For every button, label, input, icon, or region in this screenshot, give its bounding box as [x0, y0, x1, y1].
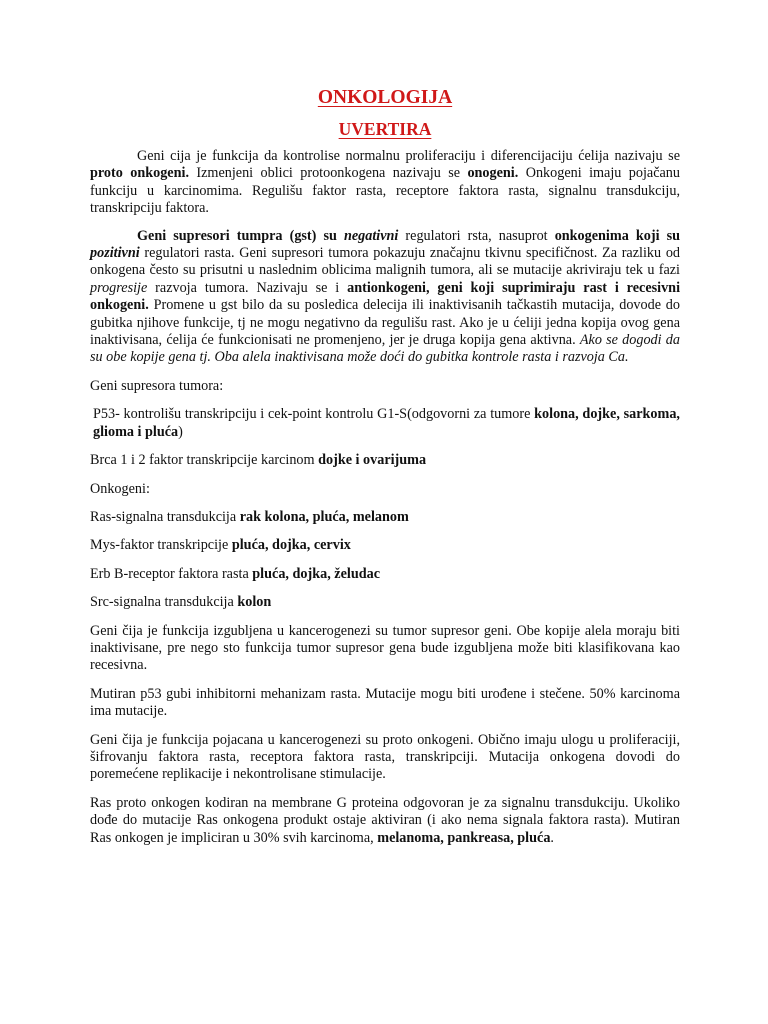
text-run: razvoja tumora. Nazivaju se i — [147, 279, 348, 296]
text-run: proto onkogeni. — [90, 165, 189, 182]
text-run: Brca 1 i 2 faktor transkripcije karcinom — [90, 452, 319, 469]
text-run: kolon — [237, 594, 272, 611]
text-run: pozitivni — [90, 245, 140, 262]
brca-paragraph — [90, 452, 680, 469]
text-run: Geni supresora tumora: — [90, 377, 224, 394]
text-run: Geni supresori tumpra (gst) su — [137, 227, 344, 244]
text-run: progresije — [90, 279, 148, 296]
text-run: regulatori rsta, nasuprot — [398, 227, 555, 244]
text-run: regulatori rasta. Geni supresori tumora pokazuju značajnu tkivnu specifičnost. Za razliku od onkogena često su prisutni u naslednim oblicima malignih tumora, ali se mutacije akriviraju tek u fazi — [90, 245, 680, 279]
text-run: antionkogeni, geni koji suprimiraju rast i recesivni onkogeni. — [90, 279, 681, 314]
text-run: ) — [178, 423, 183, 440]
text-run: onogeni. — [467, 165, 519, 182]
text-run: pluća, dojka, cervix — [231, 537, 351, 554]
ras-proto-paragraph — [90, 795, 680, 847]
erbb-line — [90, 566, 680, 583]
text-run: Geni čija je funkcija izgubljena u kancerogenezi su tumor supresor geni. Obe kopije alela moraju biti inaktivisane, pre nego sto funkcija tumor supresor gena bude izgubljena može biti klasifikovana kao recesivna. — [90, 622, 680, 674]
document-title: ONKOLOGIJA — [317, 87, 453, 108]
text-run: Geni cija je funkcija da kontrolise normalnu proliferaciju i diferencijaciju ćelija nazivaju se — [137, 148, 680, 164]
text-run: Onkogeni imaju pojačanu funkciju u karcinomima. Regulišu faktor rasta, receptore faktora rasta, signalnu transdukciju, transkripciju faktora. — [90, 165, 680, 217]
p53-paragraph — [90, 406, 680, 441]
src-line — [90, 594, 680, 611]
text-run: pluća, dojka, želudac — [252, 565, 380, 582]
text-run: Geni čija je funkcija pojacana u kancerogenezi su proto onkogeni. Obično imaju ulogu u proliferaciji, šifrovanju faktora rasta, receptora faktora rasta, transkripciji. Mutacija onkogena dovodi do poremećene replikacije i nekontrolisane stimulacije. — [90, 731, 680, 783]
text-run: Erb B-receptor faktora rasta — [90, 565, 253, 582]
text-run: Ako se dogodi da su obe kopije gena tj. Oba alela inaktivisana može doći do gubitka kontrole rasta i razvoja Ca. — [90, 332, 680, 366]
text-run: melanoma, pankreasa, pluća — [377, 829, 551, 846]
ras-line — [90, 509, 680, 526]
document-body — [90, 148, 680, 847]
text-run: Mys-faktor transkripcije — [90, 537, 232, 554]
onkogeni-heading — [90, 481, 680, 498]
document-subtitle: UVERTIRA — [338, 119, 432, 139]
supresor-heading — [90, 378, 680, 395]
text-run: . — [550, 829, 554, 846]
text-run: negativni — [343, 227, 399, 244]
text-run: P53- kontrolišu transkripciju i cek-point kontrolu G1-S(odgovorni za tumore — [93, 406, 535, 423]
text-run: onkogenima koji su — [554, 227, 681, 244]
mys-line — [90, 537, 680, 554]
text-run: Izmenjeni oblici protoonkogena nazivaju se — [189, 165, 468, 182]
text-run: dojke i ovarijuma — [318, 452, 427, 469]
proto-onkogeni-paragraph — [90, 732, 680, 784]
gst-paragraph — [90, 228, 680, 367]
text-run: rak kolona, pluća, melanom — [239, 508, 409, 525]
intro-paragraph — [90, 148, 680, 218]
text-run: Ras proto onkogen kodiran na membrane G proteina odgovoran je za signalnu transdukciju. Ukoliko dođe do mutacije Ras onkogena produkt ostaje aktiviran (i ako nema signala faktora rasta). Mutiran Ras onkogen je impliciran u 30% svih karcinoma, — [90, 794, 680, 846]
text-run: Ras-signalna transdukcija — [90, 508, 240, 525]
text-run: Src-signalna transdukcija — [90, 594, 238, 611]
text-run: Mutiran p53 gubi inhibitorni mehanizam rasta. Mutacije mogu biti urođene i stečene. 50% karcinoma ima mutacije. — [90, 685, 680, 720]
mutiran-p53-paragraph — [90, 686, 680, 721]
text-run: Onkogeni: — [90, 480, 150, 497]
text-run: kolona, dojke, sarkoma, glioma i pluća — [93, 406, 680, 440]
text-run: Promene u gst bilo da su posledica delecija ili inaktivisanih tačkastih mutacija, dovode do gubitka njihove funkcije, tj ne mogu negativno da regulišu rast. Ako je u ćeliji jedna kopija ovog gena inaktivisana, ćelija će funkcionisati ne promenjeno, jer je druga kopija gena aktivna. — [90, 297, 680, 349]
tumor-supresor-paragraph — [90, 623, 680, 675]
